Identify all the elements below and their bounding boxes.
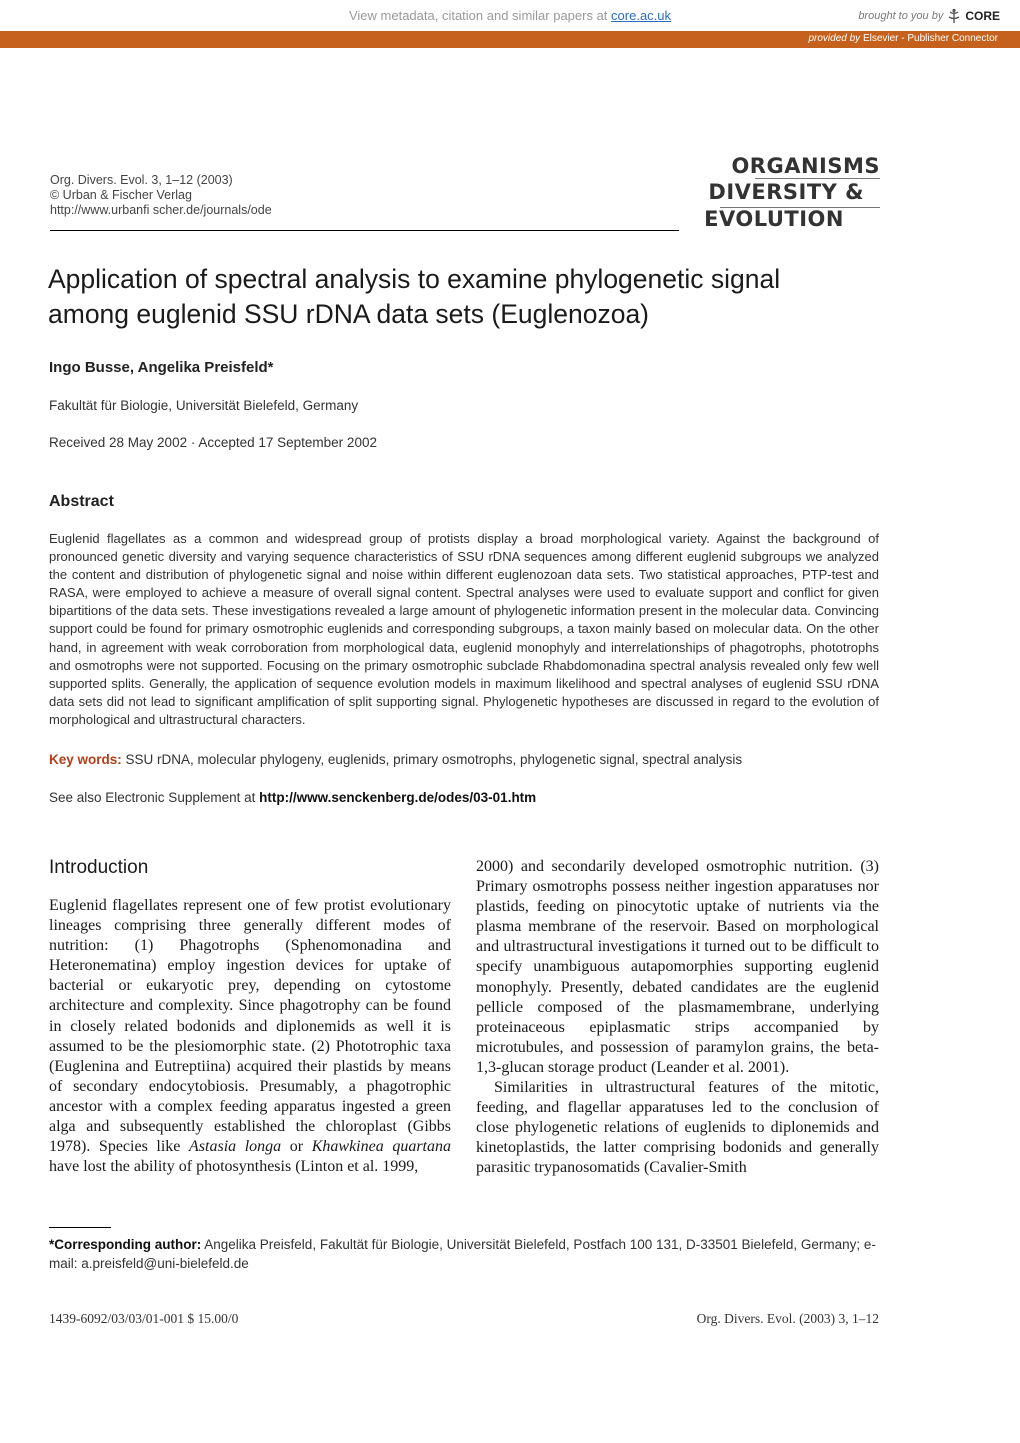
supplement-prefix: See also Electronic Supplement at xyxy=(49,790,260,805)
core-link[interactable]: core.ac.uk xyxy=(611,8,672,23)
core-label: CORE xyxy=(965,9,1000,23)
logo-evolution: EVOLUTION xyxy=(704,207,844,231)
title-line-2: among euglenid SSU rDNA data sets (Euglenozoa) xyxy=(48,299,650,329)
electronic-supplement xyxy=(49,790,536,805)
footer-citation: Org. Divers. Evol. (2003) 3, 1–12 xyxy=(696,1311,879,1326)
footnote-text: Angelika Preisfeld, Fakultät für Biologie, Universität Bielefeld, Postfach 100 131, D-33501 Bielefeld, Germany; e-mail: a.preisfeld@uni-bielefeld.de xyxy=(49,1237,876,1271)
body-column-left xyxy=(49,896,451,1177)
intro-paragraph-2: Similarities in ultrastructural features of the mitotic, feeding, and flagellar apparatuses led to the conclusion of close phylogenetic relations of euglenids to diplonemids and kinetoplastids, the latter comprising bodonids and generally parasitic trypanosomatids (Cavalier-Smith xyxy=(476,1079,879,1177)
publisher-url[interactable]: http://www.urbanfi scher.de/journals/ode xyxy=(50,203,272,217)
affiliation: Fakultät für Biologie, Universität Bielefeld, Germany xyxy=(49,398,359,413)
paper-title xyxy=(48,262,908,332)
header-rule xyxy=(50,230,679,231)
corresponding-author-footnote xyxy=(49,1235,884,1273)
logo-organisms: ORGANISMS xyxy=(731,154,880,178)
footnote-label: *Corresponding author: xyxy=(49,1237,202,1252)
journal-logo xyxy=(682,152,880,232)
core-logo-icon xyxy=(947,8,961,24)
introduction-heading: Introduction xyxy=(49,857,149,878)
provided-by-text: provided by xyxy=(808,33,861,44)
species-or: or xyxy=(281,1138,312,1156)
core-brought-by[interactable] xyxy=(858,8,1000,24)
species-name: Astasia longa xyxy=(189,1138,282,1156)
intro-text-1: Euglenid flagellates represent one of few protist evolutionary lineages comprising three generally different modes of nutrition: (1) Phagotrophs (Sphenomonadina and Heteronematina) employ ingestion devices for uptake of bacterial or eukaryotic prey, depending on cytostome architecture and complexity. Since phagotrophy can be found in closely related bodonids and diplonemids as well it is assumed to be the plesiomorphic state. (2) Phototrophic taxa (Euglenina and Eutreptiina) acquired their plastids by means of secondary endocytobiosis. Presumably, a phagotrophic ancestor with a complex feeding apparatus ingested a green alga and subsequently established the chloroplast (Gibbs 1978). Species like xyxy=(49,897,451,1156)
body-column-right xyxy=(476,857,879,1179)
abstract-heading: Abstract xyxy=(49,493,114,510)
core-brought-text: brought to you by xyxy=(858,10,944,22)
received-accepted-dates: Received 28 May 2002 · Accepted 17 September 2002 xyxy=(49,435,377,450)
logo-rule-1 xyxy=(755,178,880,179)
intro-text-2: have lost the ability of photosynthesis (Linton et al. 1999, xyxy=(49,1158,419,1176)
core-link-prefix: View metadata, citation and similar papers at xyxy=(348,8,612,23)
authors: Ingo Busse, Angelika Preisfeld* xyxy=(49,359,274,376)
intro-paragraph-1 xyxy=(49,896,451,1177)
core-provided-by[interactable] xyxy=(808,33,998,44)
footer-issn: 1439-6092/03/03/01-001 $ 15.00/0 xyxy=(49,1311,239,1326)
abstract-text: Euglenid flagellates as a common and widespread group of protists display a broad morphological variety. Against the background of pronounced genetic diversity and varying sequence characteristics of SSU rDNA sequences among different euglenid subgroups we analyzed the content and distribution of phylogenetic signal and noise within different euglenozoan data sets. Two statistical approaches, PTP-test and RASA, were employed to achieve a measure of overall signal content. Spectral analyses were used to evaluate support and conflict for given bipartitions of the data sets. These investigations revealed a large amount of phylogenetic information present in the molecular data. Convincing support could be found for primary osmotrophic euglenids and corresponding subgroups, a taxon mainly based on molecular data. On the other hand, in agreement with weak corroboration from morphological data, euglenid monophyly and interrelationships of phagotrophs, phototrophs and osmotrophs were not supported. Focusing on the primary osmotrophic subclade Rhabdomonadina spectral analysis revealed only few well supported splits. Generally, the application of sequence evolution models in maximum likelihood and spectral analyses of euglenid SSU rDNA data sets did not lead to significant amplification of split supporting signal. Phylogenetic hypotheses are discussed in regard to the evolution of morphological and ultrastructural characters. xyxy=(49,531,879,727)
supplement-link[interactable]: http://www.senckenberg.de/odes/03-01.htm xyxy=(259,790,537,805)
keywords-list: SSU rDNA, molecular phylogeny, euglenids, primary osmotrophs, phylogenetic signal, spectral analysis xyxy=(125,752,743,767)
title-line-1: Application of spectral analysis to examine phylogenetic signal xyxy=(48,264,781,294)
intro-paragraph-1-cont: 2000) and secondarily developed osmotrophic nutrition. (3) Primary osmotrophs possess neither ingestion apparatuses nor plastids, feeding on pinocytotic uptake of nutrients via the plasma membrane of the reservoir. Based on morphological and ultrastructural investigations it turned out to be difficult to specify unambiguous autapomorphies supporting euglenid monophyly. Presently, debated candidates are the euglenid pellicle composed of the plasmamembrane, underlying proteinaceous epiplasmatic strips accompanied by microtubules, and possession of paramylon grains, the beta-1,3-glucan storage product (Leander et al. 2001). xyxy=(476,858,879,1076)
journal-citation: Org. Divers. Evol. 3, 1–12 (2003) xyxy=(50,173,233,187)
species-name: Khawkinea quartana xyxy=(311,1138,452,1156)
provider-name: Elsevier - Publisher Connector xyxy=(862,33,998,44)
logo-diversity: DIVERSITY & xyxy=(708,180,864,204)
keywords-label: Key words: xyxy=(49,752,122,767)
publisher-copyright: © Urban & Fischer Verlag xyxy=(50,188,192,202)
footnote-rule xyxy=(49,1227,111,1228)
keywords xyxy=(49,752,742,767)
